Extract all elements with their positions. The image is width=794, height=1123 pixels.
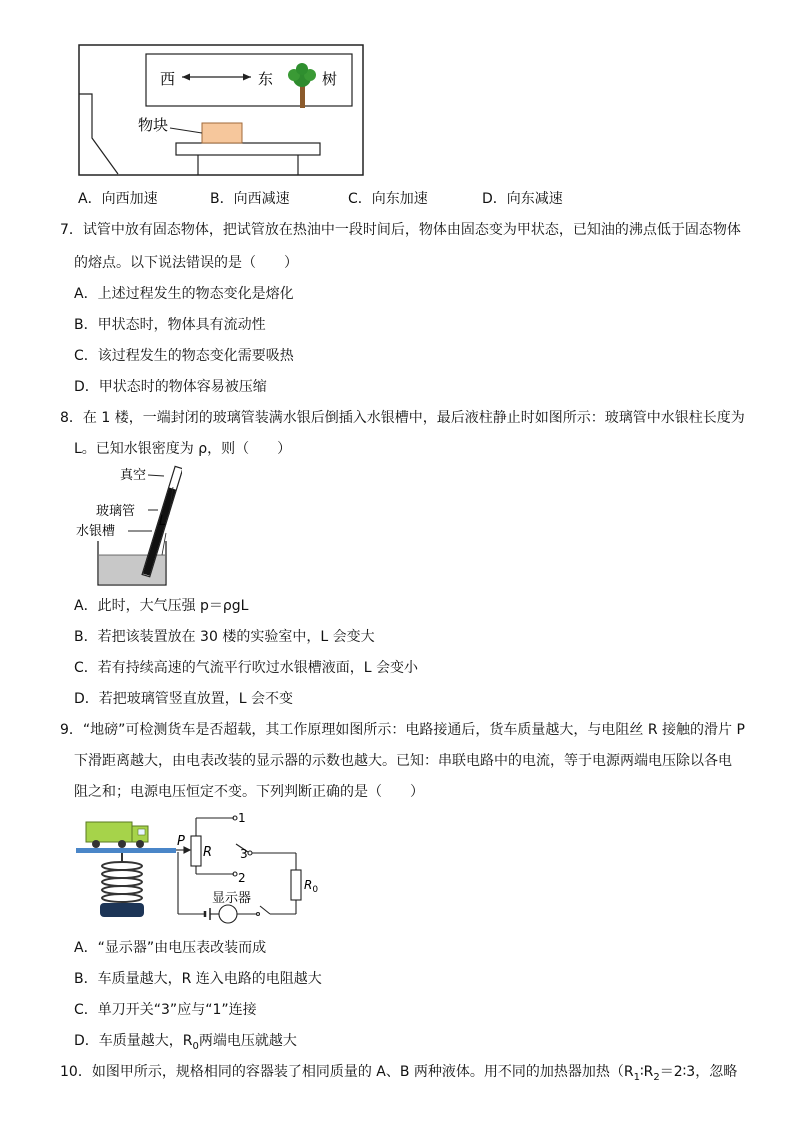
- q7-option-c: C．该过程发生的物态变化需要吸热: [74, 348, 294, 364]
- q9-display-meter: [219, 905, 237, 923]
- q6-option-b: B．向西减速: [210, 191, 290, 207]
- q6-table-top: [176, 143, 320, 155]
- q9-label-2: 2: [238, 871, 246, 885]
- q9-switch-terminal-3: [248, 851, 252, 855]
- q9-stem-line1: 9．“地磅”可检测货车是否超载，其工作原理如图所示：电路接通后，货车质量越大，与电阻丝 R 接触的滑片 P: [60, 722, 745, 738]
- q9-stem-line2: 下滑距离越大，由电表改装的显示器的示数也越大。已知：串联电路中的电流，等于电源两端电压除以各电: [74, 753, 732, 769]
- q6-wall: [79, 94, 118, 174]
- q8-option-d: D．若把玻璃管竖直放置，L 会不变: [74, 691, 294, 707]
- q6-label-tree: 树: [322, 70, 338, 88]
- q9-label-3: 3: [240, 847, 248, 861]
- q8-option-a: A．此时，大气压强 p＝ρgL: [74, 598, 249, 614]
- q9-resistor-R: [191, 836, 201, 866]
- q10-stem-line1: 10．如图甲所示，规格相同的容器装了相同质量的 A、B 两种液体。用不同的加热器加热（$R_1∶R_2=2∶3$，忽略: [60, 1064, 738, 1083]
- q8-label-trough: 水银槽: [76, 524, 116, 539]
- q6-option-a: A．向西加速: [78, 191, 158, 207]
- q9-label-R: R: [203, 845, 213, 860]
- q8-stem-line1: 8．在 1 楼，一端封闭的玻璃管装满水银后倒插入水银槽中，最后液柱静止时如图所示：玻璃管中水银柱长度为: [60, 410, 745, 426]
- q9-option-d: D．车质量越大，$R_0$两端电压就越大: [74, 1033, 297, 1052]
- q8-figure: [72, 463, 182, 591]
- q6-arrow-right: [243, 74, 251, 81]
- q7-option-d: D．甲状态时的物体容易被压缩: [74, 379, 267, 395]
- q8-option-c: C．若有持续高速的气流平行吹过水银槽液面，L 会变小: [74, 660, 419, 676]
- q6-label-block: 物块: [138, 116, 169, 134]
- q6-option-d: D．向东减速: [482, 191, 563, 207]
- q9-option-b: B．车质量越大，R 连入电路的电阻越大: [74, 971, 322, 987]
- q6-block: [202, 123, 242, 143]
- q6-label-east: 东: [258, 70, 274, 88]
- q6-block-pointer: [170, 128, 202, 133]
- q9-base: [100, 903, 144, 917]
- q6-arrow-left: [182, 74, 190, 81]
- q8-label-L: L: [159, 514, 167, 529]
- q7-stem-line1: 7．试管中放有固态物体，把试管放在热油中一段时间后，物体由固态变为甲状态，已知油的沸点低于固态物体: [60, 222, 741, 238]
- q9-option-a: A．“显示器”由电压表改装而成: [74, 940, 267, 956]
- truck-icon: [86, 822, 148, 848]
- q9-option-c: C．单刀开关“3”应与“1”连接: [74, 1002, 257, 1018]
- q6-option-c: C．向东加速: [348, 191, 428, 207]
- q9-scale-platform: [76, 848, 176, 853]
- q7-option-b: B．甲状态时，物体具有流动性: [74, 317, 266, 333]
- q8-option-b: B．若把该装置放在 30 楼的实验室中，L 会变大: [74, 629, 375, 645]
- q7-option-a: A．上述过程发生的物态变化是熔化: [74, 286, 294, 302]
- q9-label-1: 1: [238, 811, 246, 825]
- tree-icon: [288, 63, 316, 108]
- q6-label-west: 西: [160, 70, 176, 88]
- q8-label-tube: 玻璃管: [96, 504, 136, 519]
- q9-stem-line3: 阻之和；电源电压恒定不变。下列判断正确的是（ ）: [74, 784, 424, 800]
- q7-stem-line2: 的熔点。以下说法错误的是（ ）: [74, 255, 298, 271]
- q9-label-P: P: [177, 834, 185, 849]
- q6-figure: [78, 44, 366, 178]
- q9-label-R0: $R_0$: [304, 878, 319, 895]
- q9-resistor-R0: [291, 870, 301, 900]
- spring-icon: [102, 853, 142, 902]
- q9-label-display: 显示器: [212, 891, 252, 906]
- q9-figure: [74, 808, 334, 924]
- q8-stem-line2: L。已知水银密度为 ρ，则（ ）: [74, 441, 292, 457]
- q8-label-vacuum: 真空: [120, 468, 147, 483]
